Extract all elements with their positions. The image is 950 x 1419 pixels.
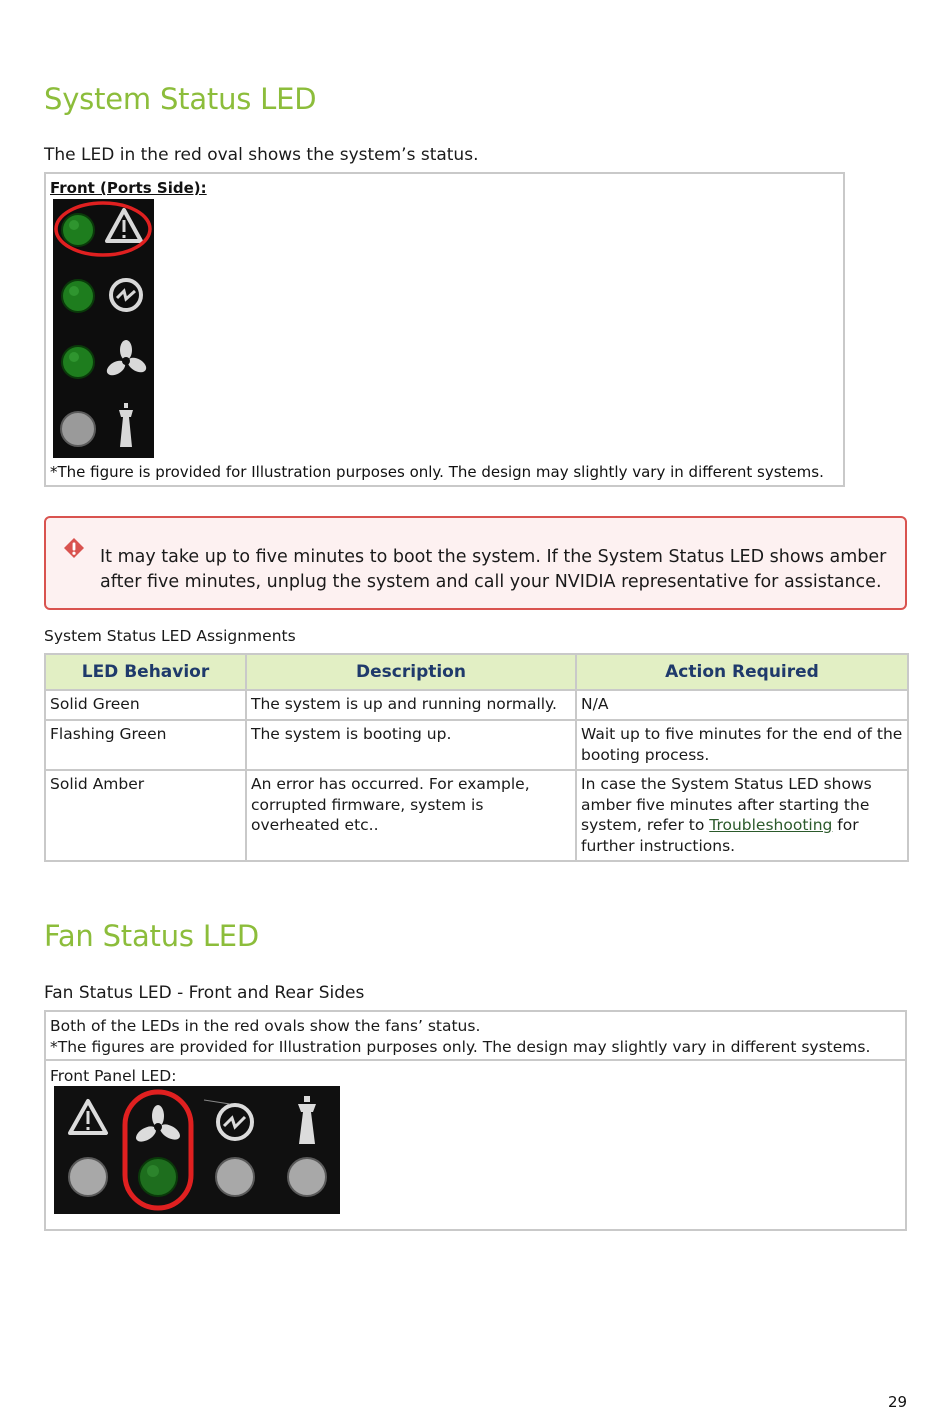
table-row [45,690,908,720]
action-text-end: for further instructions. [581,816,859,855]
header-description: Description [246,654,576,690]
action-text-start: In case the System Status LED shows amber five minutes after starting the system, refer to [581,775,872,834]
fan-notes [46,1012,905,1061]
section-intro: The LED in the red oval shows the system’s status. [44,145,479,165]
warning-icon [63,537,85,559]
fan-subtitle: Fan Status LED - Front and Rear Sides [44,983,365,1003]
fan-note-line2: *The figures are provided for Illustration purposes only. The design may slightly vary in different systems. [50,1037,871,1056]
figure-note: *The figure is provided for Illustration purposes only. The design may slightly vary in different systems. [50,463,824,481]
cell-behavior: Solid Green [45,690,246,720]
boot-time-callout [44,516,907,610]
fan-note-line1: Both of the LEDs in the red ovals show the fans’ status. [50,1017,481,1035]
table-header-row [45,654,908,690]
cell-description: The system is up and running normally. [246,690,576,720]
fan-led-figure [44,1010,907,1231]
table-row [45,720,908,770]
table-row [45,770,908,861]
section-title-fan-status: Fan Status LED [44,919,260,953]
cell-behavior: Flashing Green [45,720,246,770]
cell-description: An error has occurred. For example, corrupted firmware, system is overheated etc.. [246,770,576,861]
cell-behavior: Solid Amber [45,770,246,861]
figure-title: Front (Ports Side): [50,179,207,197]
system-led-assignments-table [44,653,909,862]
front-panel-label: Front Panel LED: [50,1067,177,1085]
system-led-figure [44,172,845,487]
cell-description: The system is booting up. [246,720,576,770]
troubleshooting-link[interactable]: Troubleshooting [709,816,833,834]
table-caption: System Status LED Assignments [44,627,296,645]
cell-action: N/A [576,690,908,720]
page-number: 29 [888,1393,908,1411]
system-led-panel-image [53,199,154,458]
callout-text: It may take up to five minutes to boot the system. If the System Status LED shows amber after five minutes, unplug the system and call your NVIDIA representative for assistance. [100,547,887,592]
section-title-system-status: System Status LED [44,82,317,116]
cell-action: Wait up to five minutes for the end of the booting process. [576,720,908,770]
header-action-required: Action Required [576,654,908,690]
header-led-behavior: LED Behavior [45,654,246,690]
cell-action [576,770,908,861]
front-panel-led-image [54,1086,340,1214]
